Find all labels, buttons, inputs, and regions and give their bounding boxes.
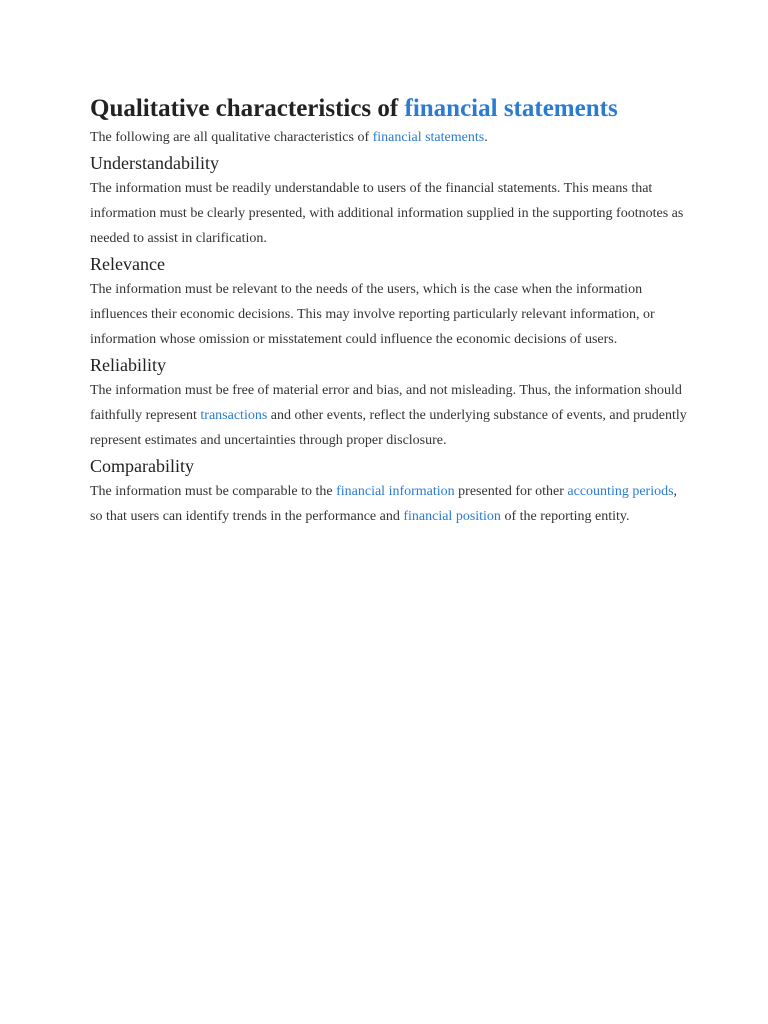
heading-relevance: Relevance: [90, 254, 165, 274]
link-financial-information[interactable]: financial information: [336, 484, 455, 499]
title-link-financial-statements[interactable]: financial statements: [404, 95, 618, 122]
link-transactions[interactable]: transactions: [200, 408, 268, 423]
comparability-text-1: The information must be comparable to the: [90, 484, 337, 499]
article: [90, 92, 690, 529]
comparability-text-3: , so that users can identify trends in the performance and: [90, 484, 678, 524]
link-financial-position[interactable]: financial position: [403, 509, 501, 524]
intro-paragraph: [90, 125, 690, 150]
comparability-text-2: presented for other: [454, 484, 568, 499]
paragraph-reliability: [90, 378, 690, 453]
intro-end: .: [484, 130, 488, 145]
paragraph-comparability: [90, 479, 690, 529]
reliability-text-before: The information must be free of material error and bias, and not misleading. Thus, the information should faithfully represent: [90, 383, 682, 423]
heading-reliability: Reliability: [90, 355, 166, 375]
heading-understandability: Understandability: [90, 153, 219, 173]
paragraph-understandability: The information must be readily understandable to users of the financial statements. This means that information must be clearly presented, with additional information supplied in the supporting footnotes as needed to assist in clarification.: [90, 181, 684, 246]
reliability-text-after: and other events, reflect the underlying substance of events, and prudently represent estimates and uncertainties through proper disclosure.: [90, 408, 687, 448]
heading-comparability: Comparability: [90, 456, 194, 476]
paragraph-relevance: The information must be relevant to the needs of the users, which is the case when the information influences their economic decisions. This may involve reporting particularly relevant information, or information whose omission or misstatement could influence the economic decisions of users.: [90, 282, 655, 347]
link-accounting-periods[interactable]: accounting periods: [567, 484, 674, 499]
title-text: Qualitative characteristics of: [90, 95, 405, 122]
page-title: [90, 92, 690, 125]
intro-text: The following are all qualitative characteristics of: [90, 130, 373, 145]
intro-link-financial-statements[interactable]: financial statements: [372, 130, 485, 145]
comparability-text-4: of the reporting entity.: [500, 509, 630, 524]
